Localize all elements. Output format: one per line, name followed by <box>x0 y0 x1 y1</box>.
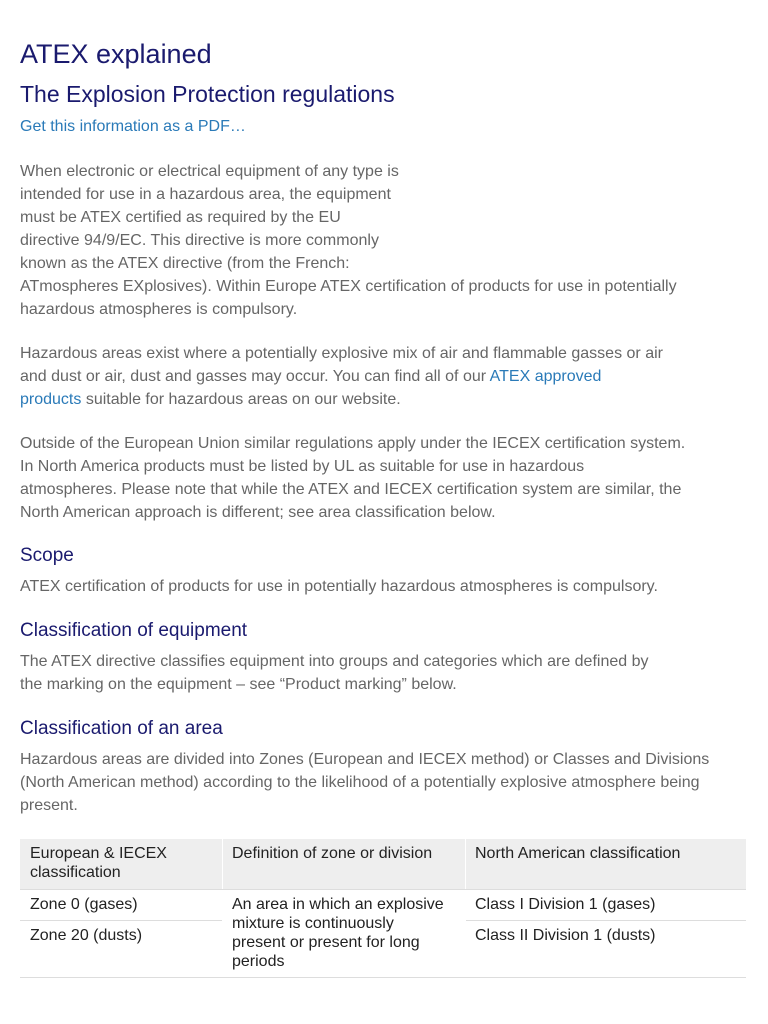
equipment-line: the marking on the equipment – see “Product marking” below. <box>20 676 457 693</box>
table-header-definition <box>232 844 432 863</box>
equipment-line: The ATEX directive classifies equipment into groups and categories which are defined by <box>20 653 649 670</box>
definition-line: An area in which an explosive <box>232 896 444 913</box>
table-cell-european: Zone 20 (dusts) <box>30 927 143 944</box>
atex-approved-products-link[interactable]: ATEX approved <box>489 368 602 385</box>
intro-line: ATmospheres EXplosives). Within Europe ATEX certification of products for use in potentially <box>20 278 677 295</box>
classification-equipment-paragraph <box>20 650 649 696</box>
outside-line: North American approach is different; see area classification below. <box>20 504 496 521</box>
zone-classification-table <box>20 839 746 979</box>
intro-line: When electronic or electrical equipment of any type is <box>20 163 399 180</box>
row-divider <box>466 920 746 921</box>
column-divider <box>465 839 466 889</box>
header-text: European & IECEX <box>30 845 167 862</box>
area-line: (North American method) according to the likelihood of a potentially explosive atmosphere being <box>20 774 700 791</box>
intro-paragraph <box>20 160 677 321</box>
atex-approved-products-link[interactable]: products <box>20 391 82 408</box>
definition-line: mixture is continuously <box>232 915 394 932</box>
hazard-line-text: suitable for hazardous areas on our website. <box>81 391 401 408</box>
definition-line: present or present for long <box>232 934 420 951</box>
table-cell-north-american: Class I Division 1 (gases) <box>475 896 656 913</box>
scope-line: ATEX certification of products for use in potentially hazardous atmospheres is compulsory. <box>20 578 658 595</box>
outside-line: atmospheres. Please note that while the ATEX and IECEX certification system are similar, the <box>20 481 682 498</box>
hazard-line: Hazardous areas exist where a potentially explosive mix of air and flammable gasses or air <box>20 345 663 362</box>
table-cell-definition <box>232 895 444 971</box>
page-title: ATEX explained <box>20 39 212 69</box>
table-bottom-border <box>20 977 746 978</box>
hazardous-areas-paragraph <box>20 342 663 411</box>
row-divider <box>20 920 222 921</box>
table-header-north-american <box>475 844 680 863</box>
pdf-download-link[interactable]: Get this information as a PDF… <box>20 118 246 135</box>
intro-line: known as the ATEX directive (from the French: <box>20 255 350 272</box>
outside-eu-paragraph <box>20 432 685 524</box>
header-text: classification <box>30 864 121 881</box>
classification-equipment-heading: Classification of equipment <box>20 620 248 641</box>
column-divider <box>222 839 223 889</box>
outside-line: Outside of the European Union similar regulations apply under the IECEX certification system. <box>20 435 686 452</box>
hazard-line <box>20 365 663 388</box>
outside-line: In North America products must be listed by UL as suitable for use in hazardous <box>20 458 585 475</box>
classification-area-heading: Classification of an area <box>20 718 223 739</box>
header-text: Definition of zone or division <box>232 845 433 862</box>
area-line: present. <box>20 797 78 814</box>
header-text: North American classification <box>475 845 681 862</box>
intro-line: hazardous atmospheres is compulsory. <box>20 301 298 318</box>
hazard-line-text: and dust or air, dust and gasses may occur. You can find all of our <box>20 368 490 385</box>
intro-line: must be ATEX certified as required by the EU <box>20 209 341 226</box>
table-header-european <box>30 844 167 882</box>
table-header-row <box>20 839 746 890</box>
classification-area-paragraph <box>20 748 709 817</box>
definition-line: periods <box>232 953 285 970</box>
intro-line: intended for use in a hazardous area, the equipment <box>20 186 391 203</box>
scope-heading: Scope <box>20 545 74 566</box>
table-cell-european: Zone 0 (gases) <box>30 896 138 913</box>
intro-line: directive 94/9/EC. This directive is more commonly <box>20 232 379 249</box>
area-line: Hazardous areas are divided into Zones (European and IECEX method) or Classes and Divisions <box>20 751 710 768</box>
table-cell-north-american: Class II Division 1 (dusts) <box>475 927 656 944</box>
scope-paragraph <box>20 575 658 598</box>
page-subtitle: The Explosion Protection regulations <box>20 81 395 107</box>
hazard-line <box>20 388 663 411</box>
